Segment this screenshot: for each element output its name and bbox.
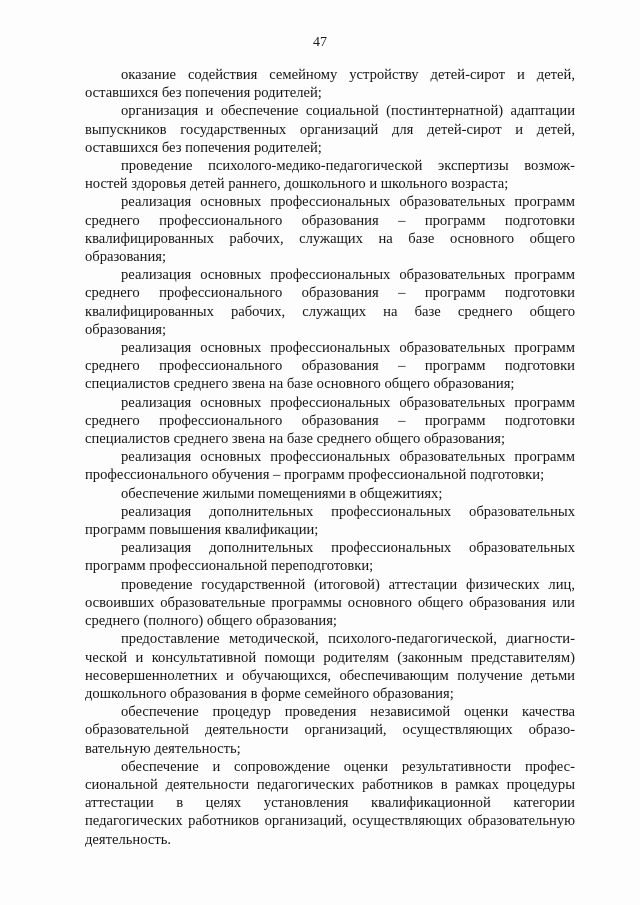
paragraph: проведение психолого-медико-педагогической экспертизы возможностей здоровья детей раннего, дошкольного и школьного возраста; — [85, 158, 575, 193]
paragraph: проведение государственной (итоговой) аттестации физических лиц, освоивших образовательные программы основного общего образования или среднего (полного) общего образования; — [85, 576, 575, 630]
paragraph: обеспечение жилыми помещениями в общежитиях; — [121, 485, 443, 502]
paragraph: реализация основных профессиональных образовательных программ среднего профессионального образования – программ подготовки квалифицированных рабочих, служащих на базе среднего общего образования; — [85, 267, 575, 338]
paragraph: реализация основных профессиональных образовательных программ среднего профессионального образования – программ подготовки специалистов среднего звена на базе основного общего образования; — [85, 340, 575, 393]
page-number: 47 — [313, 35, 327, 50]
paragraph: обеспечение процедур проведения независимой оценки качества образовательной деятельности организаций, осуществляющих образовательную деятельность; — [85, 704, 575, 757]
paragraph: предоставление методической, психолого-педагогической, диагностической и консультативной помощи родителям (законным представителям) несовершеннолетних и обучающихся, обеспечивающим получение детьми дошкольного образования в форме семейного образования; — [85, 631, 575, 702]
paragraph: реализация дополнительных профессиональных образовательных программ профессиональной переподготовки; — [85, 540, 575, 575]
document-body — [85, 66, 575, 849]
paragraph: реализация основных профессиональных образовательных программ профессионального обучения – программ профессиональной подготовки; — [85, 449, 575, 484]
paragraph: реализация дополнительных профессиональных образовательных программ повышения квалификации; — [85, 503, 575, 539]
paragraph: обеспечение и сопровождение оценки результативности профессиональной деятельности педагогических работников в рамках процедуры аттестации в целях установления квалификационной категории педагогических работников организаций, осуществляющих образовательную деятельность. — [85, 758, 575, 848]
paragraph: организация и обеспечение социальной (постинтернатной) адаптации выпускников государственных организаций для детей-сирот и детей, оставшихся без попечения родителей; — [85, 103, 575, 156]
paragraph: оказание содействия семейному устройству детей-сирот и детей, оставшихся без попечения родителей; — [85, 67, 575, 102]
paragraph: реализация основных профессиональных образовательных программ среднего профессионального образования – программ подготовки квалифицированных рабочих, служащих на базе основного общего образования; — [85, 194, 575, 266]
paragraph: реализация основных профессиональных образовательных программ среднего профессионального образования – программ подготовки специалистов среднего звена на базе среднего общего образования; — [85, 394, 575, 448]
